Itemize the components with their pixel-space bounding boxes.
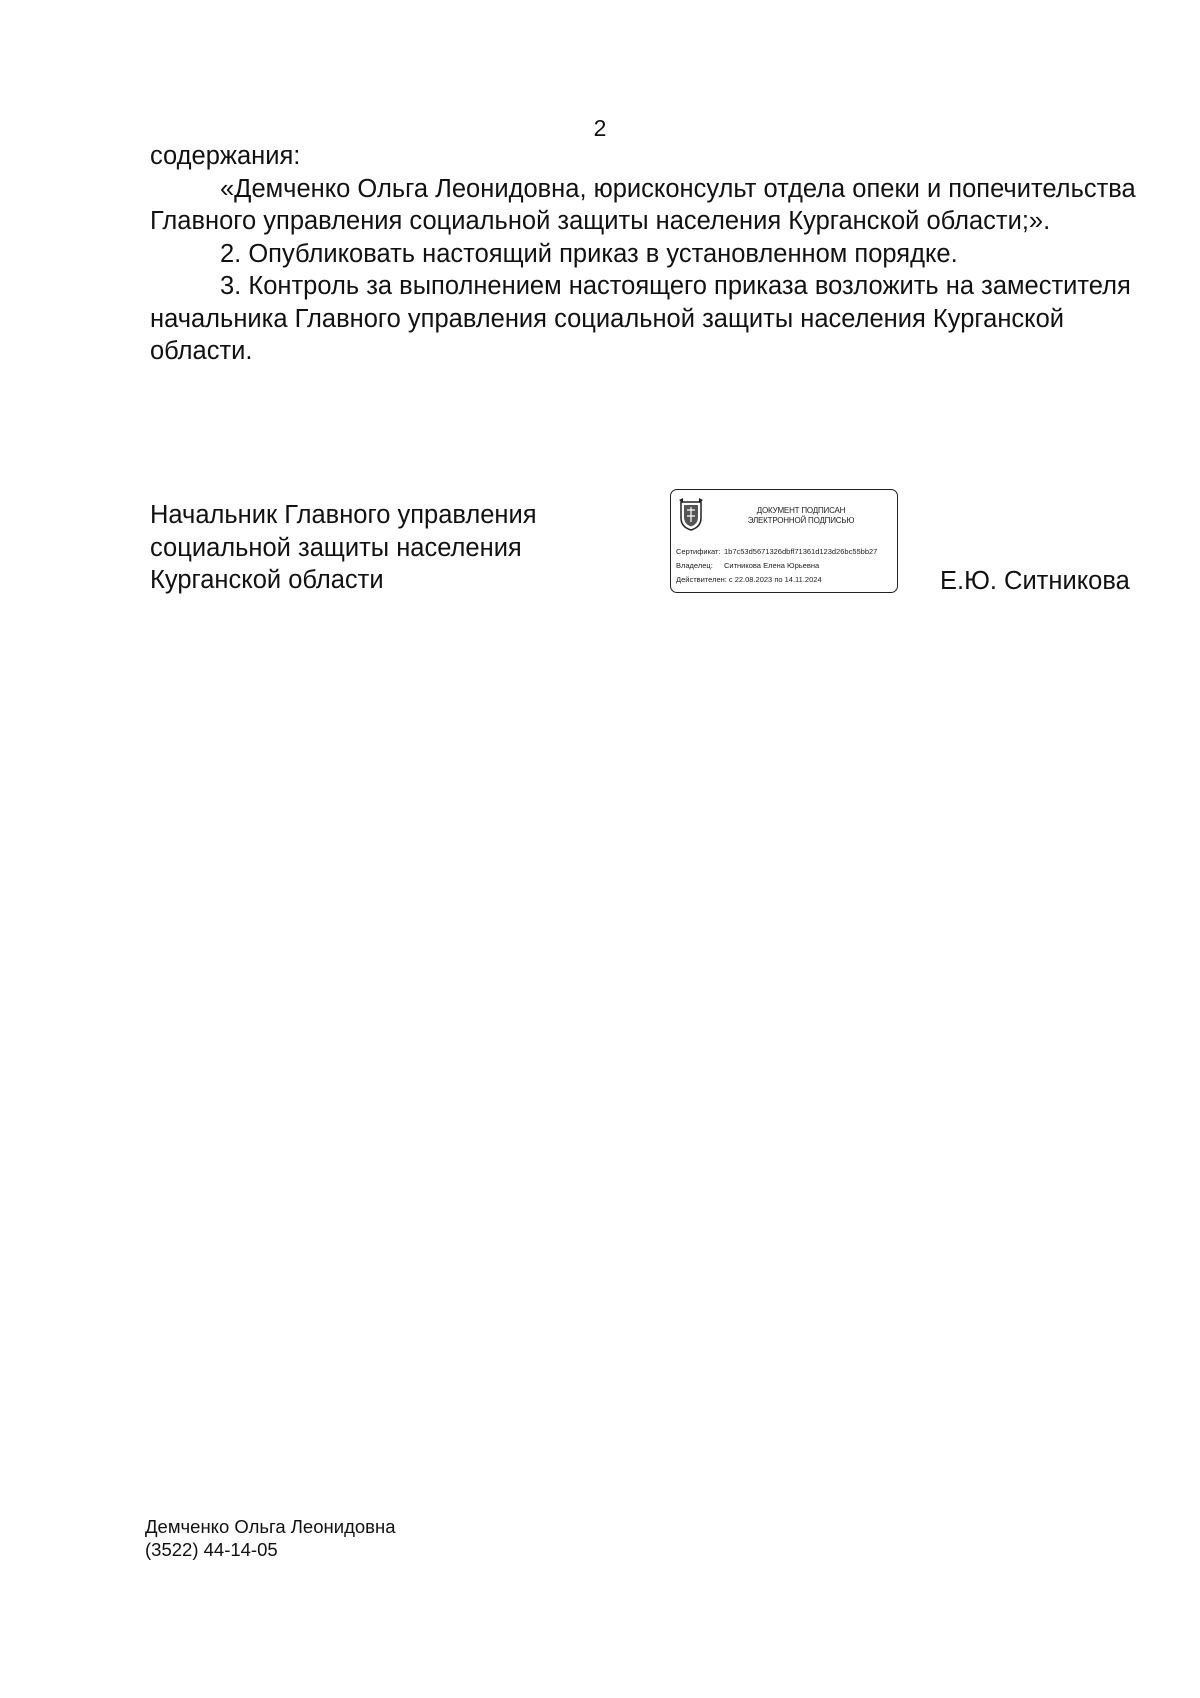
stamp-owner-row — [676, 559, 894, 573]
stamp-header — [707, 506, 895, 526]
contact-name: Демченко Ольга Леонидовна — [145, 1516, 396, 1537]
contact-block — [145, 1515, 395, 1561]
electronic-signature-stamp — [670, 489, 898, 593]
page-number: 2 — [593, 115, 607, 141]
stamp-certificate-row — [676, 545, 894, 559]
stamp-certificate-value: 1b7c53d5671326dbff71361d123d26bc55bb27 — [724, 547, 878, 556]
signer-title-line: Начальник Главного управления — [150, 501, 537, 529]
stamp-validity-value: с 22.08.2023 по 14.11.2024 — [728, 575, 822, 584]
coat-of-arms-icon — [678, 498, 704, 532]
stamp-owner-value: Ситникова Елена Юрьевна — [724, 561, 820, 570]
signer-name: Е.Ю. Ситникова — [940, 567, 1130, 595]
document-body — [150, 140, 1156, 368]
stamp-validity-row — [676, 573, 894, 587]
contact-phone: (3522) 44-14-05 — [145, 1539, 278, 1560]
item-3-paragraph: 3. Контроль за выполнением настоящего приказа возложить на заместителя начальника Главного управления социальной защиты населения Курганской области. — [150, 272, 1131, 365]
stamp-header-line: ДОКУМЕНТ ПОДПИСАН — [756, 506, 846, 515]
stamp-owner-label: Владелец: — [676, 561, 713, 570]
signer-title-line: Курганской области — [150, 566, 384, 594]
signer-title-line: социальной защиты населения — [150, 533, 522, 562]
intro-line: содержания: — [150, 142, 301, 170]
signer-title — [150, 499, 537, 597]
item-2-paragraph: 2. Опубликовать настоящий приказ в установленном порядке. — [220, 239, 958, 268]
quoted-position-paragraph: «Демченко Ольга Леонидовна, юрисконсульт отдела опеки и попечительства Главного управления социальной защиты населения Курганской области;». — [150, 174, 1136, 235]
stamp-header-line: ЭЛЕКТРОННОЙ ПОДПИСЬЮ — [747, 516, 855, 525]
stamp-validity-label: Действителен: — [676, 575, 727, 584]
stamp-details — [676, 545, 894, 587]
stamp-certificate-label: Сертификат: — [676, 547, 721, 556]
